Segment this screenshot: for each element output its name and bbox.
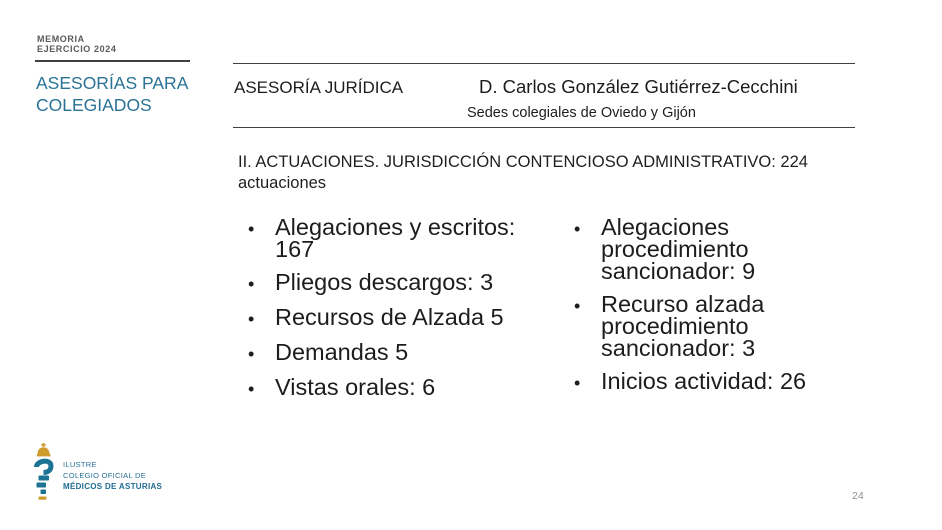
- list-item: [248, 376, 548, 400]
- bullet-icon: •: [574, 373, 581, 393]
- college-logo-text: [63, 459, 162, 492]
- bullet-icon: •: [574, 219, 581, 239]
- bullet-icon: •: [248, 274, 255, 294]
- bullet-text: Demandas 5: [275, 339, 409, 365]
- college-logo: [33, 443, 162, 501]
- bullet-text: Recurso alzada procedimiento sancionador: 3: [601, 291, 765, 361]
- memoria-eyebrow: [37, 34, 116, 54]
- list-item: [574, 293, 837, 359]
- bullet-text: Pliegos descargos: 3: [275, 269, 494, 295]
- list-item: [248, 216, 548, 260]
- bullet-icon: •: [248, 379, 255, 399]
- logo-line1: ILUSTRE: [63, 460, 97, 469]
- advisor-person-name: D. Carlos González Gutiérrez-Cecchini: [479, 76, 798, 97]
- list-item: [248, 271, 548, 295]
- list-item: [574, 216, 837, 282]
- memoria-divider: [35, 60, 190, 62]
- advisor-locations: Sedes colegiales de Oviedo y Gijón: [467, 105, 696, 121]
- list-item: [248, 306, 548, 330]
- advisory-name: ASESORÍA JURÍDICA: [234, 78, 404, 97]
- advisor-header: [233, 63, 855, 128]
- section-heading-sidebar: ASESORÍAS PARA COLEGIADOS: [36, 73, 188, 115]
- bullet-list-right: [574, 216, 837, 411]
- list-item: [248, 341, 548, 365]
- slide-title: II. ACTUACIONES. JURISDICCIÓN CONTENCIOSO ADMINISTRATIVO: 224 actuaciones: [238, 153, 808, 192]
- logo-line2: COLEGIO OFICIAL DE: [63, 471, 147, 480]
- memoria-line2: EJERCICIO 2024: [37, 44, 117, 54]
- list-item: [574, 370, 837, 394]
- bullet-list-left: [248, 216, 548, 411]
- crowned-serpent-icon: [33, 443, 55, 501]
- page-number: 24: [852, 490, 864, 502]
- bullet-icon: •: [574, 296, 581, 316]
- bullet-icon: •: [248, 219, 255, 239]
- bullet-text: Inicios actividad: 26: [601, 368, 807, 394]
- bullet-icon: •: [248, 344, 255, 364]
- bullet-text: Vistas orales: 6: [275, 374, 436, 400]
- bullet-text: Alegaciones y escritos: 167: [275, 214, 516, 262]
- memoria-line1: MEMORIA: [37, 34, 85, 44]
- logo-line3: MÉDICOS DE ASTURIAS: [63, 482, 163, 491]
- bullet-text: Recursos de Alzada 5: [275, 304, 504, 330]
- bullet-text: Alegaciones procedimiento sancionador: 9: [601, 214, 756, 284]
- bullet-columns: [248, 216, 837, 411]
- bullet-icon: •: [248, 309, 255, 329]
